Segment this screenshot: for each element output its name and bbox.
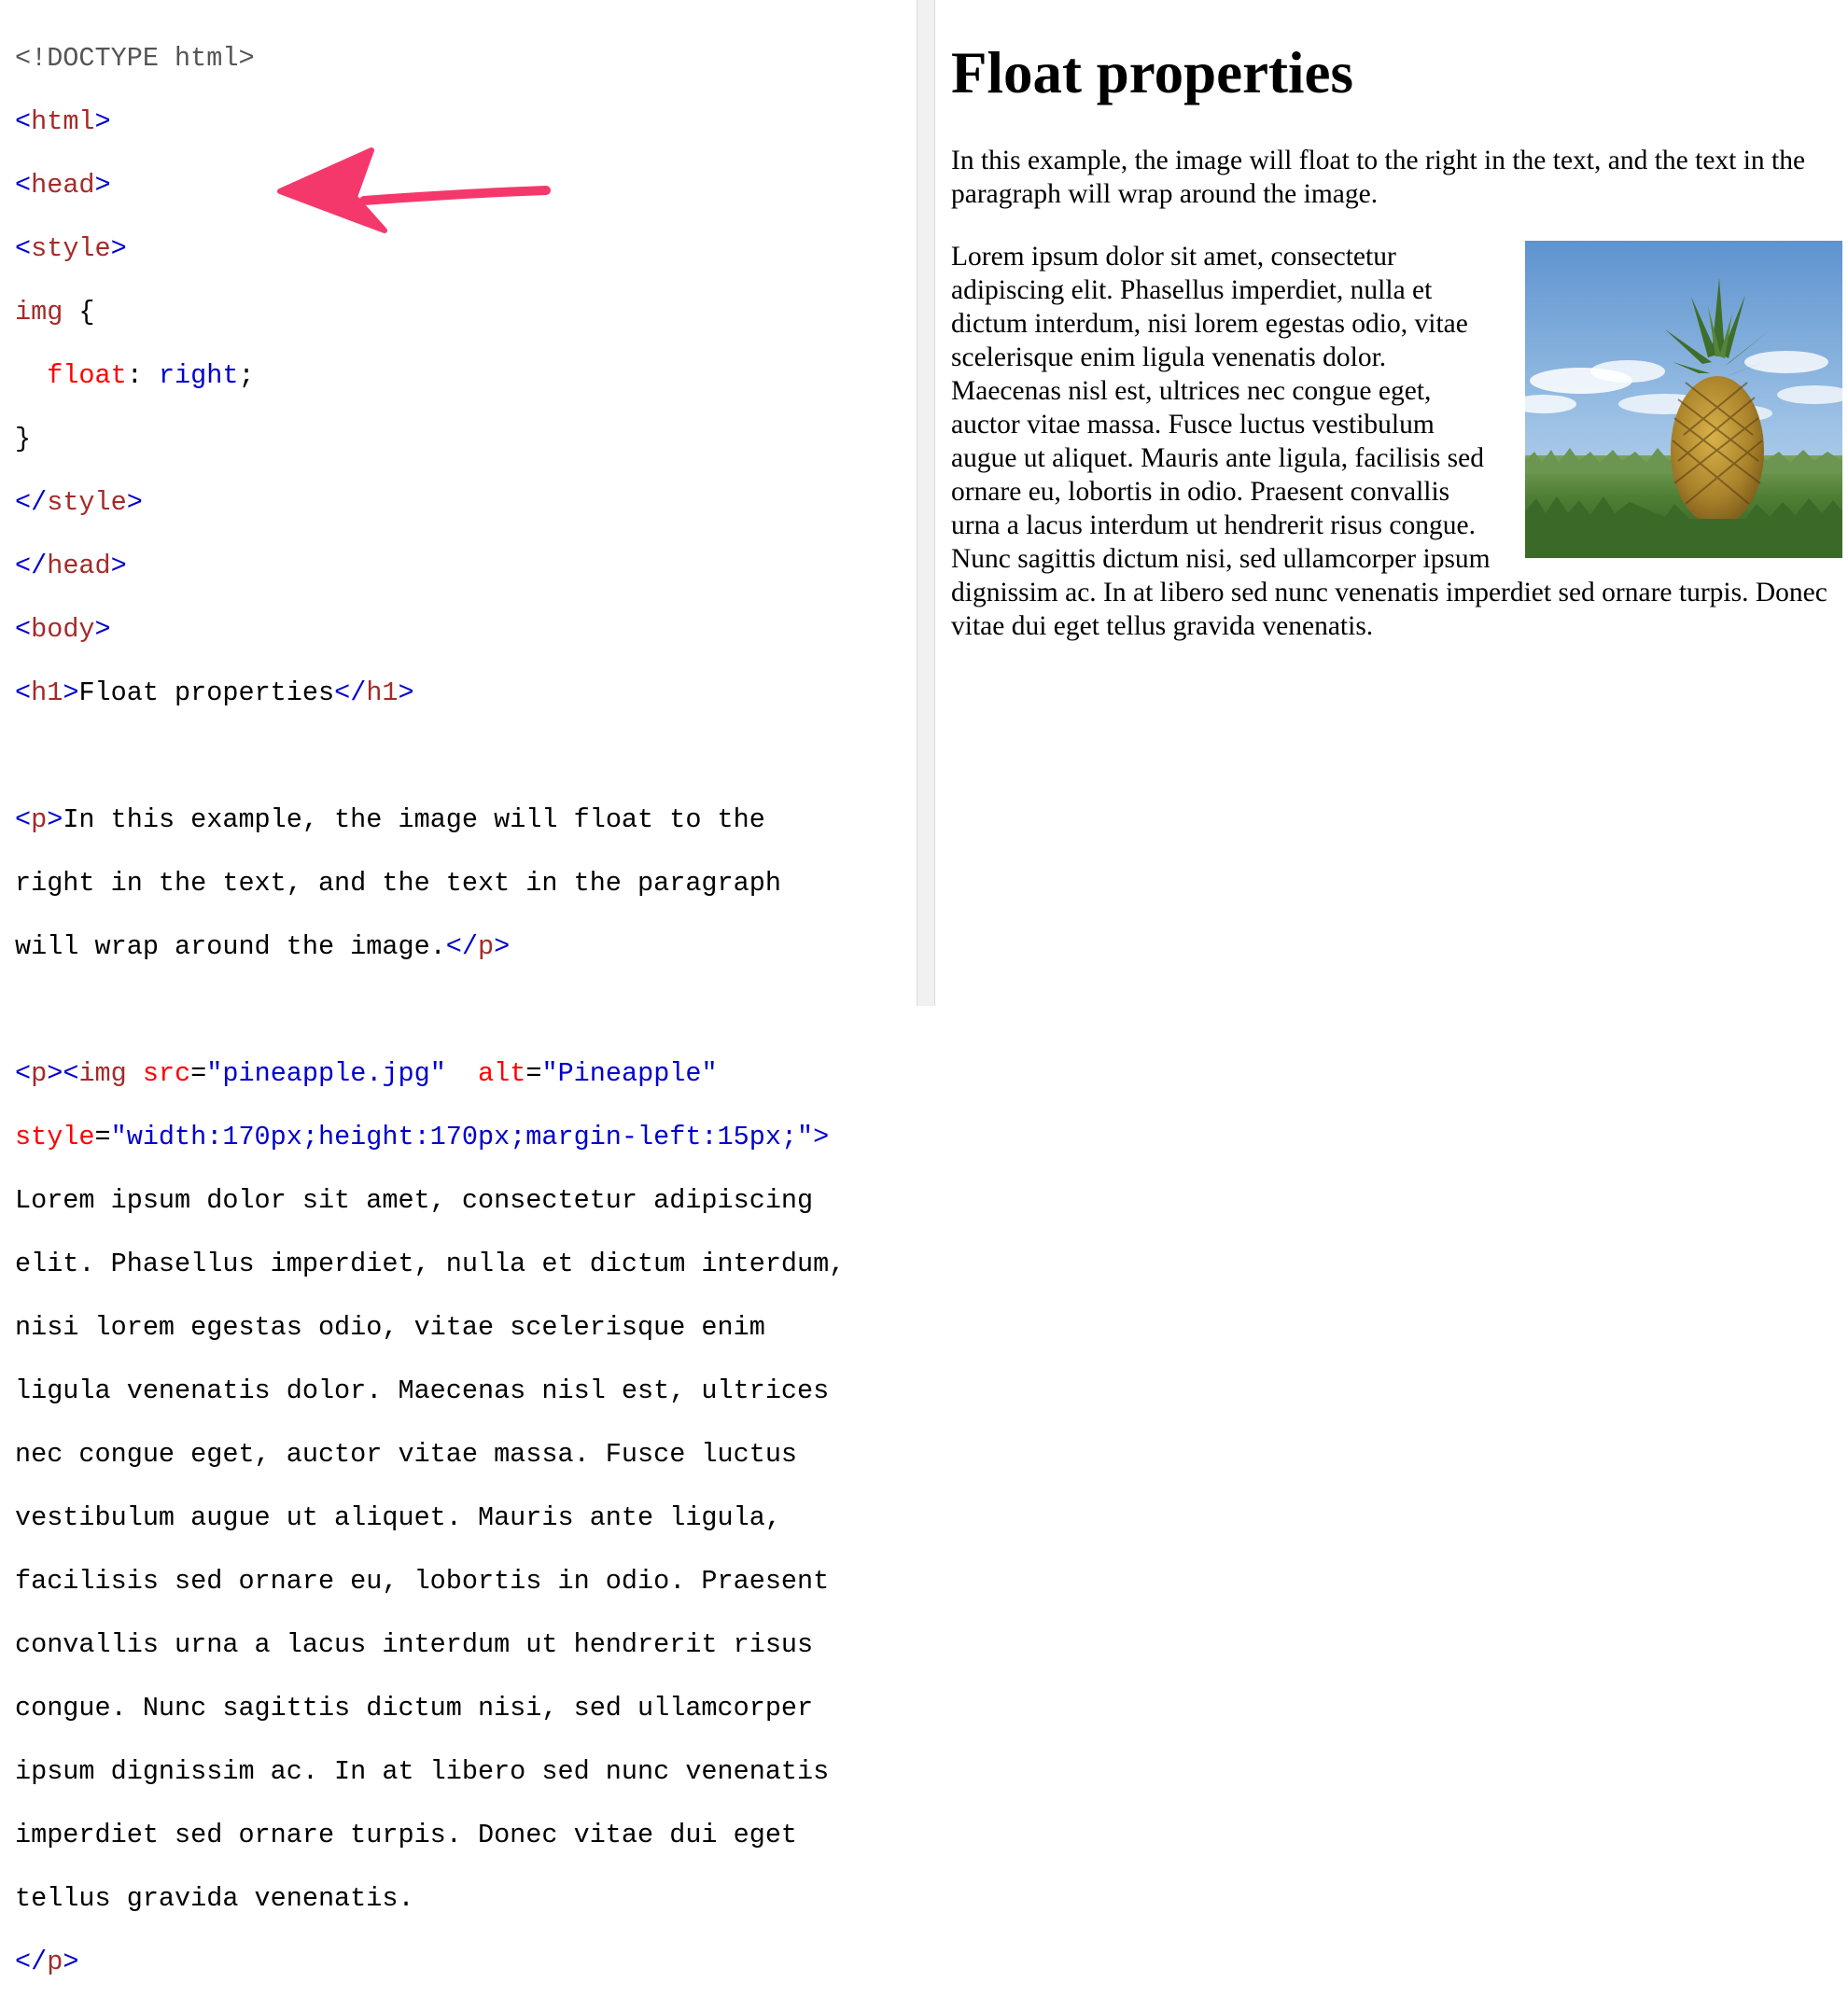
- result-intro-paragraph: In this example, the image will float to the right in the text, and the text in the paragraph will wrap around the image.: [951, 146, 1806, 209]
- code-line-p1: right in the text, and the text in the paragraph: [15, 868, 781, 899]
- rendered-result: [935, 35, 1848, 643]
- result-body-paragraph: [951, 240, 1842, 643]
- code-line-p1: <p>In this example, the image will float to the: [15, 804, 765, 835]
- code-editor[interactable]: [0, 0, 917, 2010]
- pane-divider-handle[interactable]: [917, 0, 935, 1006]
- code-line-p2: ipsum dignissim ac. In at libero sed nunc venenatis: [15, 1756, 830, 1787]
- code-line-img-style: style="width:170px;height:170px;margin-left:15px;">: [15, 1122, 830, 1152]
- code-line-img-tag: <p><img src="pineapple.jpg" alt="Pineapple": [15, 1058, 718, 1089]
- code-line-p2: Lorem ipsum dolor sit amet, consectetur adipiscing: [15, 1185, 814, 1216]
- css-value: right: [158, 360, 239, 391]
- code-line-head-close: </head>: [15, 551, 127, 581]
- code-line-p2: elit. Phasellus imperdiet, nulla et dictum interdum,: [15, 1249, 846, 1279]
- code-line-p2: imperdiet sed ornare turpis. Donec vitae dui eget: [15, 1820, 798, 1850]
- code-editor-pane[interactable]: [0, 0, 917, 1977]
- code-line-p-close: </p>: [15, 1947, 79, 1977]
- code-line-p2: convallis urna a lacus interdum ut hendrerit risus: [15, 1629, 814, 1660]
- code-line-doctype: <!DOCTYPE html>: [15, 43, 255, 74]
- code-line-p1: will wrap around the image.</p>: [15, 931, 511, 962]
- code-line-h1: <h1>Float properties</h1>: [15, 677, 414, 708]
- pineapple-image: [1525, 241, 1842, 558]
- code-line-style-open: <style>: [15, 233, 127, 264]
- code-line-p2: congue. Nunc sagittis dictum nisi, sed ullamcorper: [15, 1693, 814, 1724]
- result-pane: [935, 0, 1848, 1006]
- code-line-html-open: <html>: [15, 106, 111, 137]
- css-selector: img: [15, 297, 63, 328]
- code-h1-text: Float properties: [78, 677, 335, 708]
- result-body-text: Lorem ipsum dolor sit amet, consectetur adipiscing elit. Phasellus imperdiet, nulla et dictum interdum, nisi lorem egestas odio, vitae scelerisque enim ligula venenatis dolor. Maecenas nisl est, ultrices nec congue eget, auctor vitae massa. Fusce luctus vestibulum augue ut aliquet. Mauris ante ligula, facilisis sed ornare eu, lobortis in odio. Praesent convallis urna a lacus interdum ut hendrerit risus congue. Nunc sagittis dictum nisi, sed ullamcorper ipsum dignissim ac. In at libero sed nunc venenatis imperdiet sed ornare turpis. Donec vitae dui eget tellus gravida venenatis.: [951, 242, 1827, 641]
- code-line-blank: [15, 995, 917, 1026]
- code-line-css-close: }: [15, 424, 32, 454]
- code-line-p2: nisi lorem egestas odio, vitae scelerisque enim: [15, 1312, 765, 1343]
- code-line-body-open: <body>: [15, 614, 111, 645]
- code-line-p2: tellus gravida venenatis.: [15, 1883, 414, 1914]
- code-line-blank: [15, 741, 917, 773]
- code-line-p2: nec congue eget, auctor vitae massa. Fusce luctus: [15, 1439, 798, 1470]
- css-property: float: [47, 360, 127, 391]
- code-line-head-open: <head>: [15, 170, 111, 201]
- code-line-css-selector: img {: [15, 297, 95, 328]
- code-line-p2: ligula venenatis dolor. Maecenas nisl est, ultrices: [15, 1375, 830, 1406]
- code-line-css-declaration: float: right;: [47, 360, 255, 391]
- annotation-arrow-icon: [280, 145, 560, 238]
- code-line-p2: vestibulum augue ut aliquet. Mauris ante ligula,: [15, 1502, 781, 1533]
- code-line-p2: facilisis sed ornare eu, lobortis in odio. Praesent: [15, 1566, 830, 1597]
- code-line-style-close: </style>: [15, 487, 143, 518]
- result-heading: Float properties: [951, 40, 1354, 105]
